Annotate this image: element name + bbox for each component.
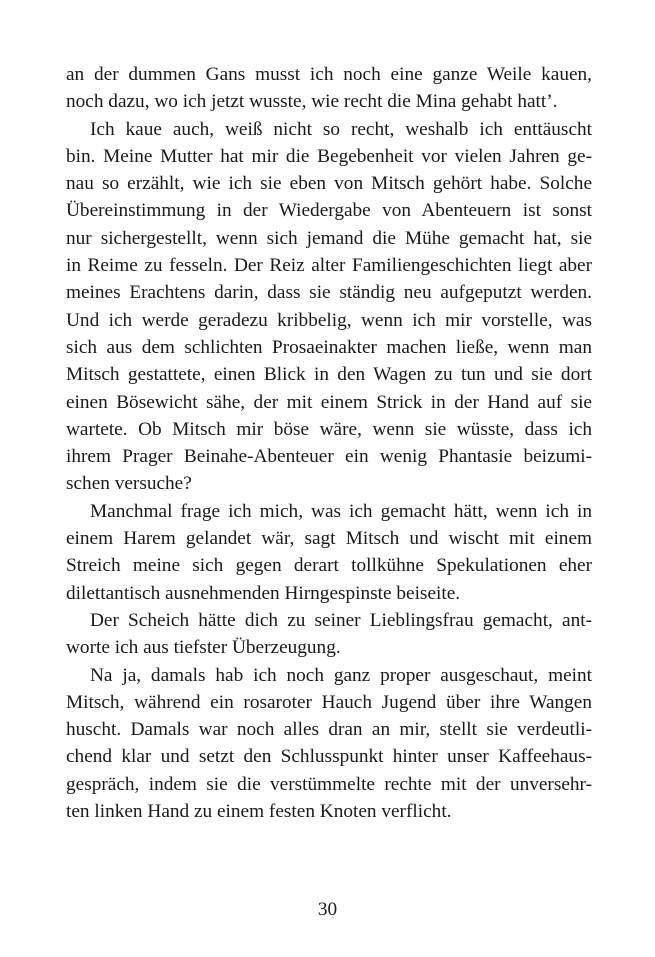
text-line: Streich meine sich gegen derart tollkühne Spekulationen eher (66, 555, 592, 577)
text-line: einem Harem gelandet wär, sagt Mitsch und wischt mit einem (66, 528, 592, 550)
text-line: Na ja, damals hab ich noch ganz proper ausgeschaut, meint (90, 664, 592, 686)
text-line: noch dazu, wo ich jetzt wusste, wie recht die Mina gehabt hatt’. (66, 91, 558, 113)
paragraph-1 (66, 61, 592, 116)
text-line: chend klar und setzt den Schlusspunkt hinter unser Kaffeehaus- (66, 746, 592, 768)
text-line: gespräch, indem sie die verstümmelte rechte mit der unversehr- (66, 773, 592, 795)
text-line: nau so erzählt, wie ich sie eben von Mitsch gehört habe. Solche (66, 173, 592, 195)
page-number: 30 (317, 899, 338, 920)
text-line: an der dummen Gans musst ich noch eine ganze Weile kauen, (66, 64, 592, 85)
text-line: meines Erachtens darin, dass sie ständig neu aufgeputzt werden. (66, 282, 592, 304)
paragraph-4 (66, 607, 592, 662)
text-line: wartete. Ob Mitsch mir böse wäre, wenn sie wüsste, dass ich (66, 418, 592, 440)
text-line: Übereinstimmung in der Wiedergabe von Abenteuern ist sonst (66, 200, 592, 222)
text-line: ihrem Prager Beinahe-Abenteuer ein wenig Phantasie beizumi- (66, 446, 592, 468)
paragraph-2 (66, 116, 592, 498)
text-line: sich aus dem schlichten Prosaeinakter machen ließe, wenn man (66, 336, 592, 358)
text-line: einen Bösewicht sähe, der mit einem Strick in der Hand auf sie (66, 391, 592, 413)
text-line: Manchmal frage ich mich, was ich gemacht hätt, wenn ich in (90, 500, 592, 522)
text-line: Mitsch gestattete, einen Blick in den Wagen zu tun und sie dort (66, 364, 592, 386)
paragraph-3 (66, 498, 592, 607)
text-line: Der Scheich hätte dich zu seiner Lieblingsfrau gemacht, ant- (90, 609, 592, 631)
text-line: huscht. Damals war noch alles dran an mir, stellt sie verdeutli- (66, 719, 592, 741)
text-line: Ich kaue auch, weiß nicht so recht, weshalb ich enttäuscht (90, 118, 592, 140)
paragraph-5 (66, 662, 592, 826)
text-line: nur sichergestellt, wenn sich jemand die Mühe gemacht hat, sie (66, 227, 592, 249)
page-text-body (66, 61, 592, 825)
text-line: Und ich werde geradezu kribbelig, wenn ich mir vorstelle, was (66, 309, 592, 331)
text-line: ten linken Hand zu einem festen Knoten verflicht. (66, 801, 452, 823)
text-line: in Reime zu fesseln. Der Reiz alter Familiengeschichten liegt aber (66, 255, 592, 277)
text-line: dilettantisch ausnehmenden Hirngespinste beiseite. (66, 582, 461, 604)
text-line: worte ich aus tiefster Überzeugung. (66, 637, 341, 659)
text-line: schen versuche? (66, 473, 192, 495)
text-line: Mitsch, während ein rosaroter Hauch Jugend über ihre Wangen (66, 691, 592, 713)
text-line: bin. Meine Mutter hat mir die Begebenheit vor vielen Jahren ge- (66, 145, 592, 167)
